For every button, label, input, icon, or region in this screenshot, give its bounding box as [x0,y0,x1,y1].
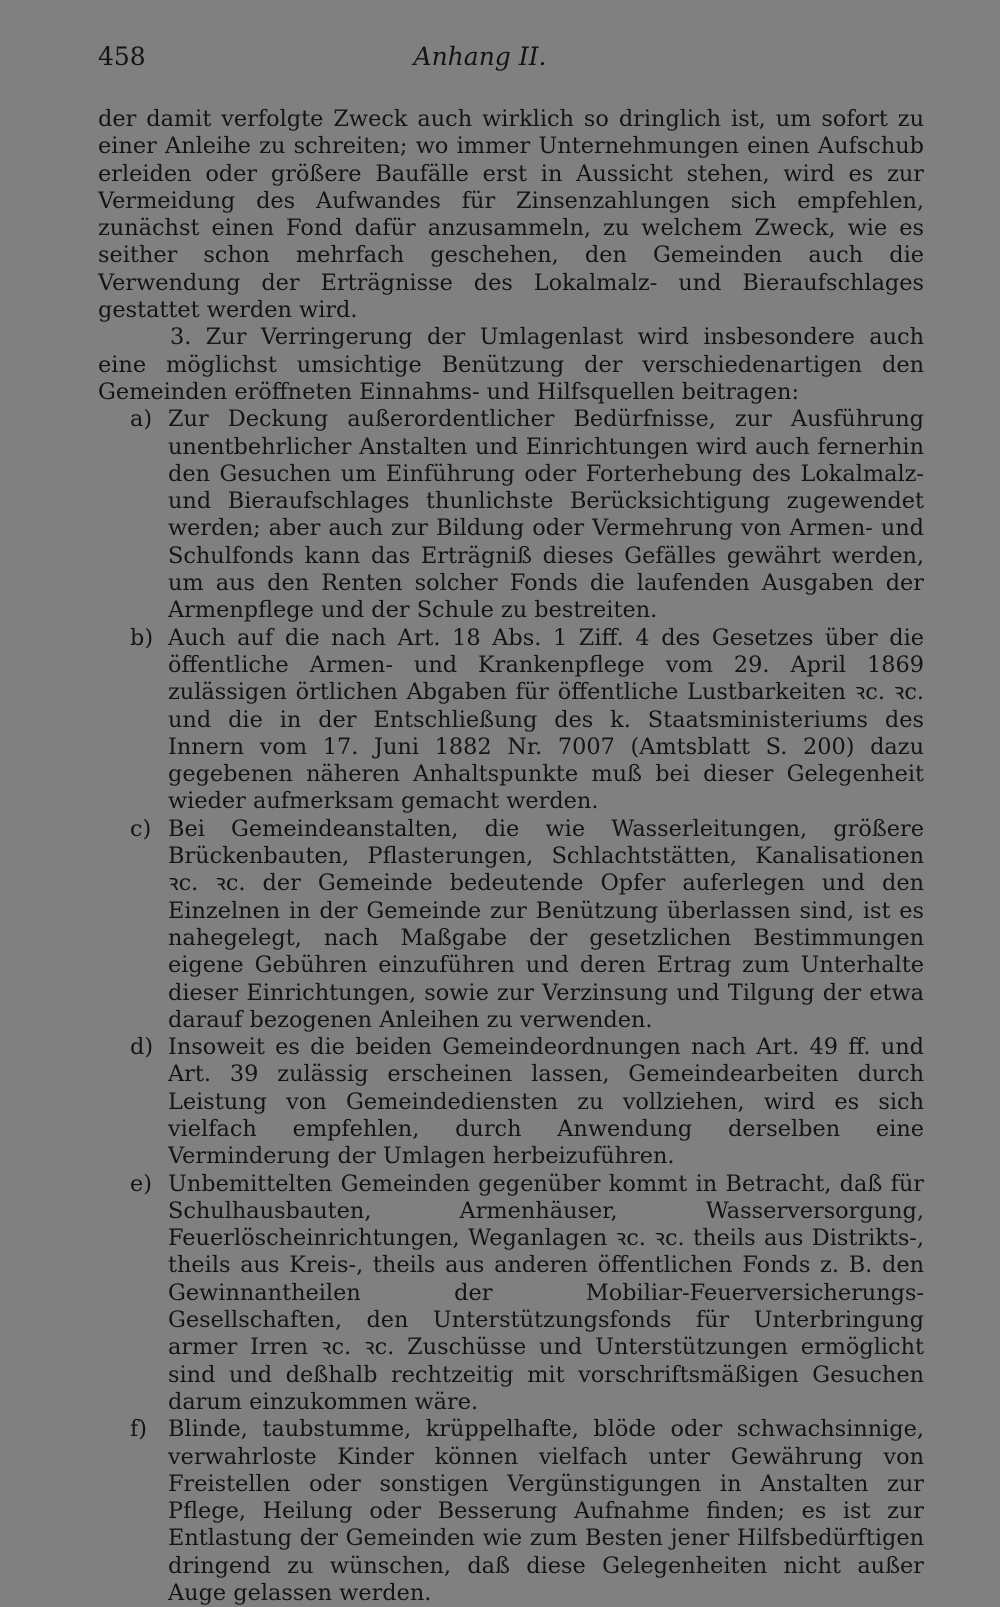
intro-paragraph: der damit verfolgte Zweck auch wirklich so dringlich ist, um sofort zu einer Anleihe zu schreiten; wo immer Unternehmungen einen Aufschub erleiden oder größere Baufälle erst in Aussicht stehen, wird es zur Vermeidung des Aufwandes für Zinsenzahlungen sich empfehlen, zunächst einen Fond dafür anzusammeln, zu welchem Zweck, wie es seither schon mehrfach geschehen, den Gemeinden auch die Verwendung der Erträgnisse des Lokalmalz- und Bieraufschlages gestattet werden wird. [98,106,924,324]
list-label: e) [130,1170,152,1197]
list-text: Insoweit es die beiden Gemeindeordnungen nach Art. 49 ff. und Art. 39 zulässig erscheinen lassen, Gemeindearbeiten durch Leistung von Gemeindediensten zu vollziehen, wird es sich vielfach empfehlen, durch Anwendung derselben eine Verminderung der Umlagen herbeizuführen. [168,1034,924,1170]
page-header [98,42,922,76]
list-item-a [98,406,924,624]
list-label: b) [130,624,154,651]
list-label: f) [130,1416,148,1443]
list-text: Zur Deckung außerordentlicher Bedürfnisse, zur Ausführung unentbehrlicher Anstalten und Einrichtungen wird auch fernerhin den Gesuchen um Einführung oder Forterhebung des Lokalmalz- und Bieraufschlages thunlichste Berücksichtigung zugewendet werden; aber auch zur Bildung oder Vermehrung von Armen- und Schulfonds kann das Erträgniß dieses Gefälles gewährt werden, um aus den Renten solcher Fonds die laufenden Ausgaben der Armenpflege und der Schule zu bestreiten. [168,406,924,624]
list-item-b [98,625,924,816]
list-item-c [98,816,924,1034]
page-number: 458 [98,42,146,71]
running-head: Anhang II. [413,42,547,71]
list-item-f [98,1416,924,1607]
list-label: d) [130,1034,154,1061]
list-label: a) [130,406,153,433]
list-text: Auch auf die nach Art. 18 Abs. 1 Ziff. 4 des Gesetzes über die öffentliche Armen- und Krankenpflege vom 29. April 1869 zulässigen örtlichen Abgaben für öffentliche Lustbarkeiten ꝛc. ꝛc. und die in der Entschließung des k. Staatsministeriums des Innern vom 17. Juni 1882 Nr. 7007 (Amtsblatt S. 200) dazu gegebenen näheren Anhaltspunkte muß bei dieser Gelegenheit wieder aufmerksam gemacht werden. [168,624,924,815]
list-text: Unbemittelten Gemeinden gegenüber kommt in Betracht, daß für Schulhausbauten, Armenhäuser, Wasserversorgung, Feuerlöscheinrichtungen, Weganlagen ꝛc. ꝛc. theils aus Distrikts-, theils aus Kreis-, theils aus anderen öffentlichen Fonds z. B. den Gewinnantheilen der Mobiliar-Feuerversicherungs-Gesellschaften, den Unterstützungsfonds für Unterbringung armer Irren ꝛc. ꝛc. Zuschüsse und Unterstützungen ermöglicht sind und deßhalb rechtzeitig mit vorschriftsmäßigen Gesuchen darum einzukommen wäre. [168,1170,924,1415]
list-text: Blinde, taubstumme, krüppelhafte, blöde oder schwachsinnige, verwahrloste Kinder können vielfach unter Gewährung von Freistellen oder sonstigen Vergünstigungen in Anstalten zur Pflege, Heilung oder Besserung Aufnahme finden; es ist zur Entlastung der Gemeinden wie zum Besten jener Hilfsbedürftigen dringend zu wünschen, daß diese Gelegenheiten nicht außer Auge gelassen werden. [168,1416,924,1607]
section-3-paragraph: 3. Zur Verringerung der Umlagenlast wird insbesondere auch eine möglichst umsichtige Benützung der verschiedenartigen den Gemeinden eröffneten Einnahms- und Hilfsquellen beitragen: [98,324,924,405]
list-label: c) [130,815,152,842]
list-item-d [98,1034,924,1170]
enumerated-list [98,406,924,1607]
list-text: Bei Gemeindeanstalten, die wie Wasserleitungen, größere Brückenbauten, Pflasterungen, Schlachtstätten, Kanalisationen ꝛc. ꝛc. der Gemeinde bedeutende Opfer auferlegen und den Einzelnen in der Gemeinde zur Benützung überlassen sind, ist es nahegelegt, nach Maßgabe der gesetzlichen Bestimmungen eigene Gebühren einzuführen und deren Ertrag zum Unterhalte dieser Einrichtungen, sowie zur Verzinsung und Tilgung der etwa darauf bezogenen Anleihen zu verwenden. [168,815,924,1033]
list-item-e [98,1171,924,1417]
body-text [98,106,924,1607]
